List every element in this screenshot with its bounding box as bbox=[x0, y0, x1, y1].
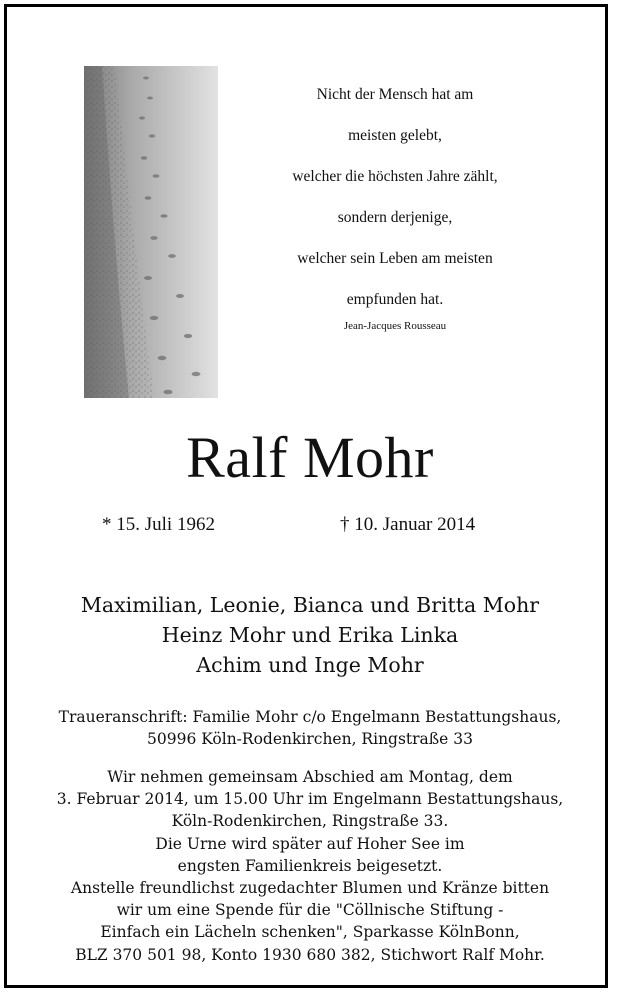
info-line: Köln-Rodenkirchen, Ringstraße 33. bbox=[171, 812, 449, 831]
poem-author: Jean-Jacques Rousseau bbox=[343, 320, 447, 332]
info-line: 3. Februar 2014, um 15.00 Uhr im Engelmann Bestattungshaus, bbox=[56, 790, 564, 809]
poem-line: empfunden hat. bbox=[346, 291, 444, 308]
address-line: Traueranschrift: Familie Mohr c/o Engelmann Bestattungshaus, bbox=[58, 708, 562, 726]
birth-date: * 15. Juli 1962 bbox=[102, 514, 215, 535]
info-line: engsten Familienkreis beigesetzt. bbox=[177, 856, 443, 875]
funeral-information bbox=[0, 766, 620, 966]
poem-line: welcher sein Leben am meisten bbox=[297, 250, 493, 267]
info-line: Anstelle freundlichst zugedachter Blumen und Kränze bitten bbox=[70, 879, 550, 898]
death-date: † 10. Januar 2014 bbox=[340, 514, 476, 535]
info-line: Einfach ein Lächeln schenken", Sparkasse KölnBonn, bbox=[100, 923, 520, 942]
poem-line: Nicht der Mensch hat am bbox=[316, 86, 474, 103]
mourning-address bbox=[0, 706, 620, 750]
footprints-in-sand-photo bbox=[84, 66, 218, 398]
family-mourners bbox=[0, 590, 620, 680]
family-line: Heinz Mohr und Erika Linka bbox=[161, 623, 459, 647]
info-line: Die Urne wird später auf Hoher See im bbox=[155, 834, 465, 853]
poem-line: meisten gelebt, bbox=[348, 127, 442, 144]
poem-line: sondern derjenige, bbox=[337, 209, 453, 226]
info-line: Wir nehmen gemeinsam Abschied am Montag, dem bbox=[107, 768, 513, 786]
family-line: Maximilian, Leonie, Bianca und Britta Mohr bbox=[80, 593, 540, 617]
info-line: BLZ 370 501 98, Konto 1930 680 382, Stichwort Ralf Mohr. bbox=[75, 945, 545, 964]
address-line: 50996 Köln-Rodenkirchen, Ringstraße 33 bbox=[147, 730, 473, 749]
deceased-name: Ralf Mohr bbox=[186, 425, 434, 490]
info-line: wir um eine Spende für die "Cöllnische Stiftung - bbox=[116, 901, 504, 920]
poem-line: welcher die höchsten Jahre zählt, bbox=[292, 168, 498, 185]
poem-quote bbox=[270, 80, 520, 332]
family-line: Achim und Inge Mohr bbox=[196, 653, 424, 677]
